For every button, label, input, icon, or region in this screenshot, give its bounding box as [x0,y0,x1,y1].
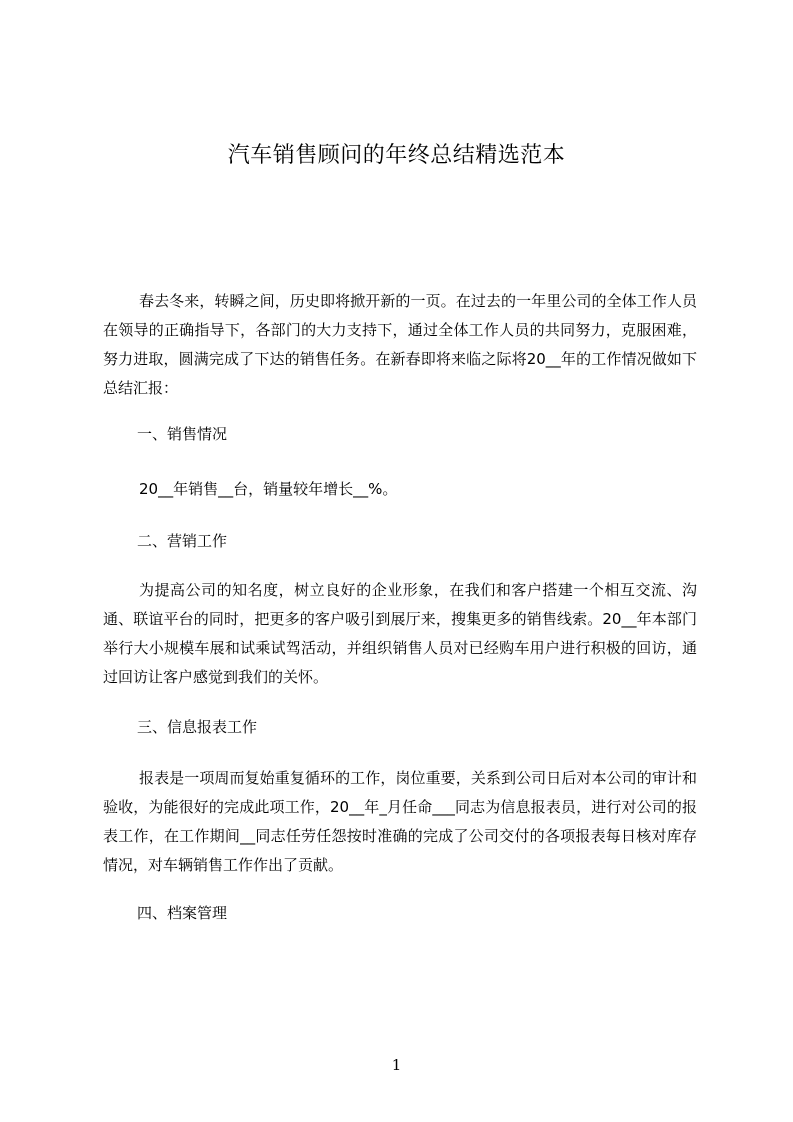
section-body-marketing: 为提高公司的知名度，树立良好的企业形象，在我们和客户搭建一个相互交流、沟通、联谊平台的同时，把更多的客户吸引到展厅来，搜集更多的销售线索。20__年本部门举行大小规模车展和试乘试驾活动，并组织销售人员对已经购车用户进行积极的回访，通过回访让客户感觉到我们的关怀。 [103,581,697,686]
page-number: 1 [391,1056,402,1074]
section-body-reports: 报表是一项周而复始重复循环的工作，岗位重要，关系到公司日后对本公司的审计和验收，为能很好的完成此项工作，20__年_月任命___同志为信息报表员，进行对公司的报表工作，在工作期间__同志任劳任怨按时准确的完成了公司交付的各项报表每日核对库存情况，对车辆销售工作作出了贡献。 [103,769,697,874]
section-heading-sales: 一、销售情况 [137,425,228,443]
document-title: 汽车销售顾问的年终总结精选范本 [227,143,566,168]
section-heading-marketing: 二、营销工作 [137,532,228,550]
section-heading-reports: 三、信息报表工作 [137,718,258,736]
section-heading-archives: 四、档案管理 [137,904,228,922]
section-body-sales: 20__年销售__台，销量较年增长__%。 [139,480,398,498]
intro-paragraph: 春去冬来，转瞬之间，历史即将掀开新的一页。在过去的一年里公司的全体工作人员在领导的正确指导下，各部门的大力支持下，通过全体工作人员的共同努力，克服困难，努力进取，圆满完成了下达的销售任务。在新春即将来临之际将20__年的工作情况做如下总结汇报： [103,292,697,397]
